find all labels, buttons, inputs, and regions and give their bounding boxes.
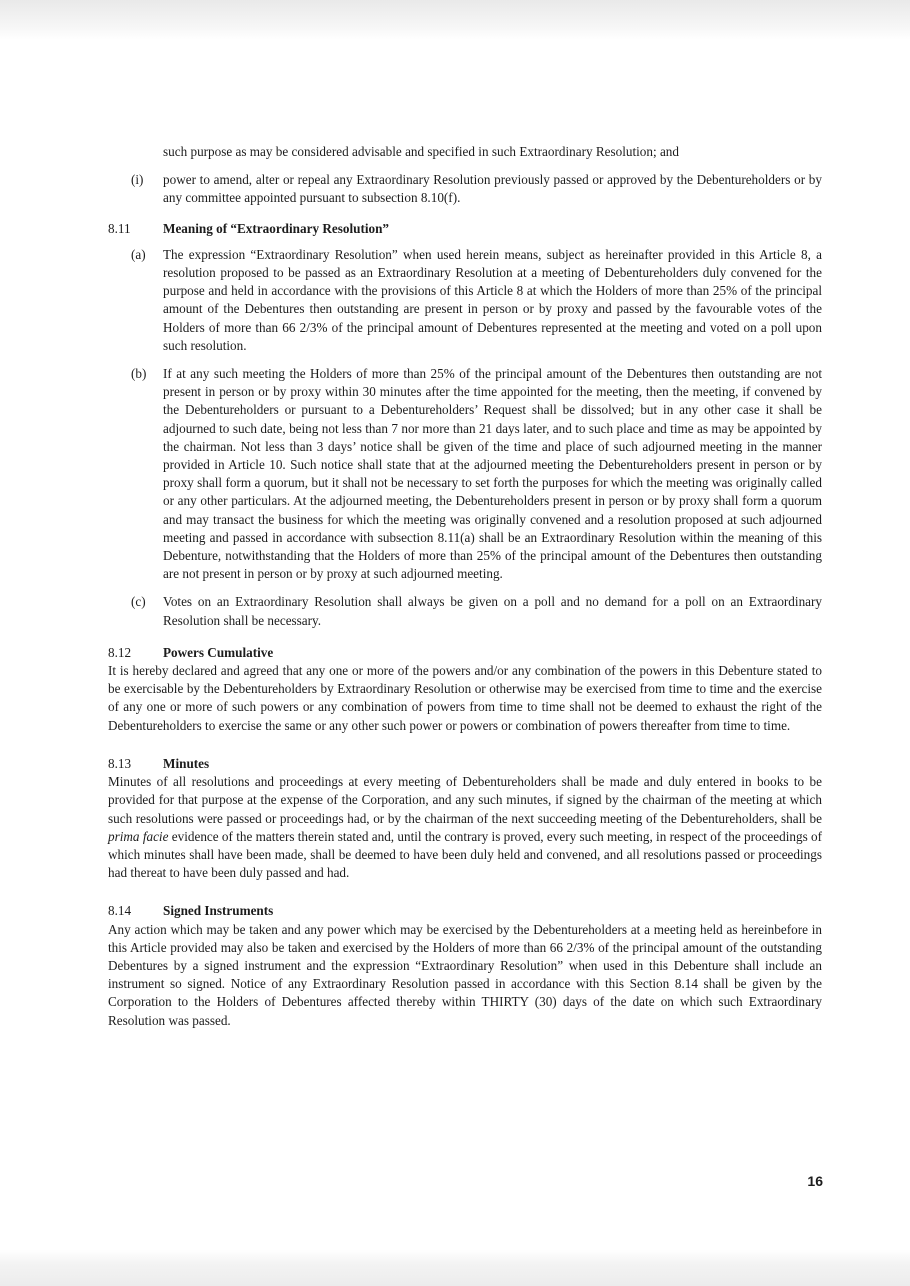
clause-a <box>108 246 822 355</box>
clause-label: (b) <box>131 366 147 382</box>
clause-i <box>108 171 822 207</box>
section-number: 8.14 <box>108 903 132 919</box>
section-8-14-text: Any action which may be taken and any power which may be exercised by the Debentureholders at a meeting held as hereinbefore in this Article provided may also be taken and exercised by the Holders of more than 66 2/3% of the principal amount of the outstanding Debentures by a signed instrument and the expression “Extraordinary Resolution” when used in this Debenture shall include an instrument so signed. Notice of any Extraordinary Resolution passed in accordance with this Section 8.14 shall be given by the Corporation to the Holders of Debentures affected thereby within THIRTY (30) days of the date on which such Extraordinary Resolution was passed. <box>108 921 822 1028</box>
section-8-12-heading <box>108 644 822 662</box>
document-page <box>108 143 822 1030</box>
section-title: Minutes <box>163 755 210 771</box>
minutes-italic-term: prima facie <box>108 828 169 844</box>
section-number: 8.13 <box>108 755 132 771</box>
minutes-text-part-1: Minutes of all resolutions and proceedings at every meeting of Debentureholders shall be made and duly entered in books to be provided for that purpose at the expense of the Corporation, and any such minutes, if signed by the chairman of the meeting at which such resolutions were passed or proceedings had, or by the chairman of the next succeeding meeting of the Debentureholders, shall be <box>108 774 822 826</box>
section-title: Powers Cumulative <box>163 644 274 660</box>
clause-label: (a) <box>131 246 146 262</box>
clause-label: (c) <box>131 594 146 610</box>
clause-b <box>108 365 822 583</box>
continuation-text: such purpose as may be considered advisable and specified in such Extraordinary Resolution; and <box>163 144 679 159</box>
section-title: Signed Instruments <box>163 903 274 919</box>
section-8-12-text: It is hereby declared and agreed that any one or more of the powers and/or any combination of the powers in this Debenture stated to be exercisable by the Debentureholders by Extraordinary Resolution or otherwise may be exercised from time to time and the exercise of any one or more of such powers or any combination of powers from time to time shall not be deemed to exhaust the right of the Debentureholders to exercise the same or any other such power or powers or combination of powers thereafter from time to time. <box>108 663 822 733</box>
clause-text: Votes on an Extraordinary Resolution shall always be given on a poll and no demand for a poll on an Extraordinary Resolution shall be necessary. <box>163 594 822 628</box>
section-title: Meaning of “Extraordinary Resolution” <box>163 220 390 236</box>
section-number: 8.11 <box>108 220 131 236</box>
clause-text: power to amend, alter or repeal any Extraordinary Resolution previously passed or approved by the Debentureholders or by any committee appointed pursuant to subsection 8.10(f). <box>163 172 822 206</box>
clause-c <box>108 593 822 629</box>
section-8-11-heading <box>108 220 822 238</box>
scan-shadow-top <box>0 0 910 40</box>
clause-text: The expression “Extraordinary Resolution” when used herein means, subject as hereinafter provided in this Article 8, a resolution proposed to be passed as an Extraordinary Resolution at a meeting of Debentureholders duly convened for the purpose and held in accordance with the provisions of this Article 8 at which the Holders of more than 25% of the principal amount of the Debentures then outstanding are present in person or by proxy and passed by the favourable votes of the Holders of more than 66 2/3% of the principal amount of Debentures represented at the meeting and voted on a poll upon such resolution. <box>163 246 822 353</box>
scan-shadow-bottom <box>0 1250 910 1286</box>
clause-label: (i) <box>131 172 144 188</box>
section-8-13-heading <box>108 755 822 773</box>
section-8-13-text <box>108 773 822 882</box>
section-8-14-heading <box>108 902 822 920</box>
minutes-text-part-2: evidence of the matters therein stated and, until the contrary is proved, every such meeting, in respect of the proceedings of which minutes shall have been made, shall be deemed to have been duly held and convened, and all resolutions passed or proceedings had thereat to have been duly passed and had. <box>108 828 822 881</box>
page-number: 16 <box>807 1173 823 1189</box>
section-number: 8.12 <box>108 644 132 660</box>
clause-text: If at any such meeting the Holders of more than 25% of the principal amount of the Debentures then outstanding are not present in person or by proxy within 30 minutes after the time appointed for the meeting, then the meeting, if convened by the Debentureholders or pursuant to a Debentureholders’ Request shall be dissolved; but in any other case it shall be adjourned to such date, being not less than 7 nor more than 21 days later, and to such place and time as may be appointed by the chairman. Not less than 3 days’ notice shall be given of the time and place of such adjourned meeting in the manner provided in Article 10. Such notice shall state that at the adjourned meeting the Debentureholders present in person or by proxy shall form a quorum, but it shall not be necessary to set forth the purposes for which the meeting was originally called or any other particulars. At the adjourned meeting, the Debentureholders present in person or by proxy shall form a quorum and may transact the business for which the meeting was originally convened and a resolution proposed at such adjourned meeting and passed in accordance with subsection 8.11(a) shall be an Extraordinary Resolution within the meaning of this Debenture, notwithstanding that the Holders of more than 25% of the principal amount of the Debentures then outstanding are not present in person or by proxy at such adjourned meeting. <box>163 366 822 582</box>
